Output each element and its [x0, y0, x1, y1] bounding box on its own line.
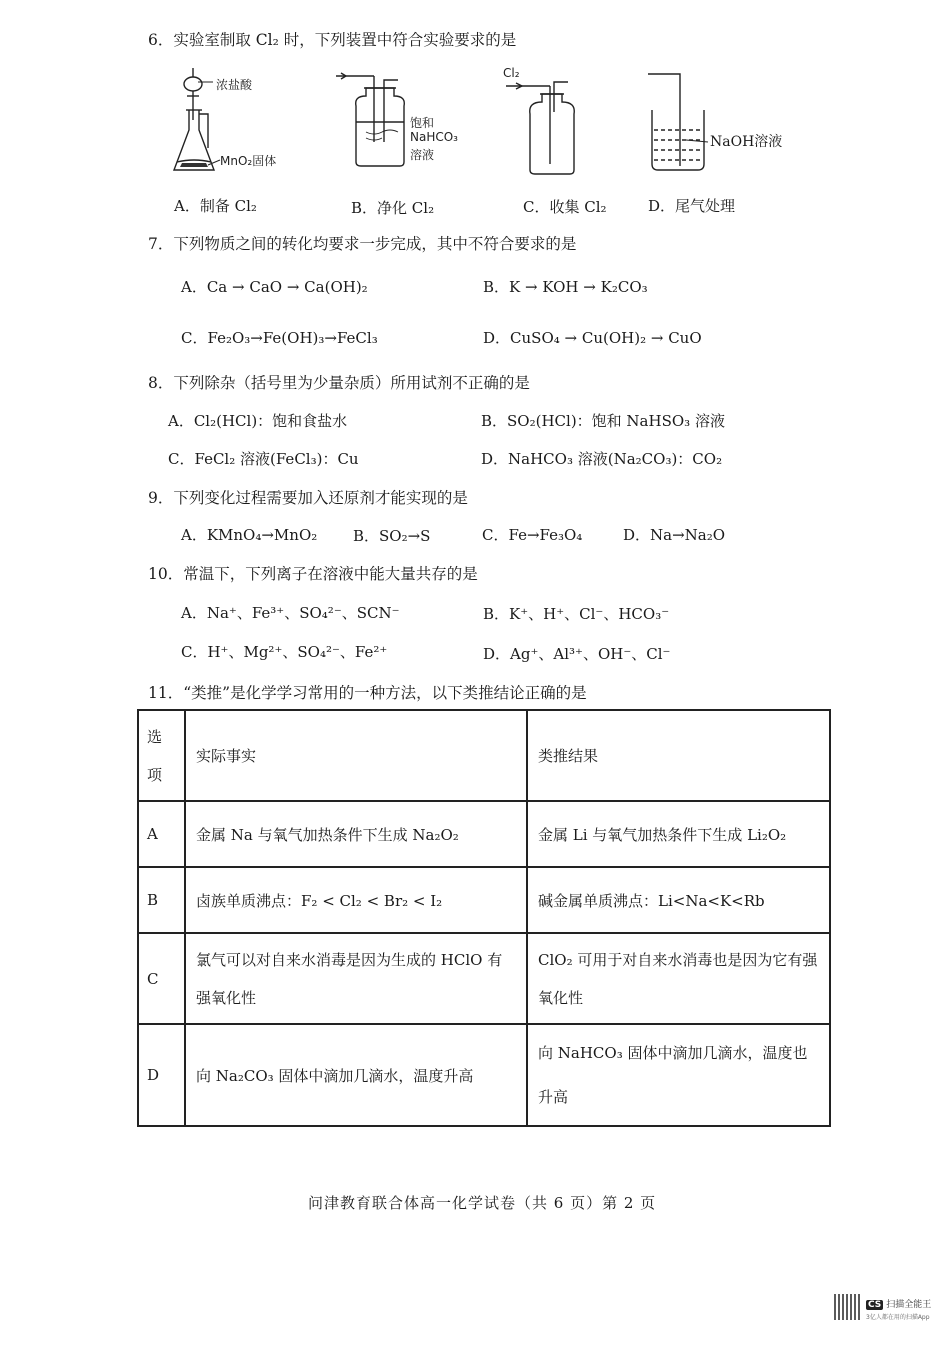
scanner-watermark [866, 1297, 931, 1321]
analogy-table [137, 709, 831, 1127]
row-b-result: 碱金属单质沸点：Li<Na<K<Rb [527, 867, 830, 933]
table-header-row [138, 710, 830, 801]
apparatus-b-figure [336, 66, 416, 174]
row-a-fact: 金属 Na 与氧气加热条件下生成 Na₂O₂ [185, 801, 527, 867]
q6-option-b: B．净化 Cl₂ [351, 199, 435, 217]
q10-option-a: A．Na⁺、Fe³⁺、SO₄²⁻、SCN⁻ [181, 604, 400, 622]
label-concentrated-hcl: 浓盐酸 [216, 78, 253, 92]
q8-stem: 8．下列除杂（括号里为少量杂质）所用试剂不正确的是 [148, 374, 530, 392]
label-mno2-solid: MnO₂固体 [220, 154, 277, 168]
row-b-option: B [138, 867, 185, 933]
table-row [138, 801, 830, 867]
q9-option-d: D．Na→Na₂O [623, 526, 726, 544]
q9-option-b: B．SO₂→S [353, 527, 431, 545]
q6-option-a: A．制备 Cl₂ [174, 197, 257, 215]
q8-option-d: D．NaHCO₃ 溶液(Na₂CO₃)：CO₂ [481, 450, 723, 468]
qr-code-icon [834, 1294, 860, 1320]
row-a-option: A [138, 801, 185, 867]
q8-option-b: B．SO₂(HCl)：饱和 NaHSO₃ 溶液 [481, 412, 725, 430]
header-result: 类推结果 [527, 710, 830, 801]
row-d-result: 向 NaHCO₃ 固体中滴加几滴水，温度也升高 [527, 1024, 830, 1126]
cs-logo-icon: CS [868, 1300, 882, 1310]
row-d-fact: 向 Na₂CO₃ 固体中滴加几滴水，温度升高 [185, 1024, 527, 1126]
table-row [138, 1024, 830, 1126]
q7-stem: 7．下列物质之间的转化均要求一步完成，其中不符合要求的是 [148, 235, 577, 253]
row-b-fact: 卤族单质沸点：F₂ < Cl₂ < Br₂ < I₂ [185, 867, 527, 933]
watermark-subtitle: 3亿人都在用的扫描App [866, 1314, 930, 1321]
q7-option-d: D．CuSO₄ → Cu(OH)₂ → CuO [483, 329, 702, 347]
row-c-option: C [138, 933, 185, 1024]
q8-option-a: A．Cl₂(HCl)：饱和食盐水 [168, 412, 348, 430]
table-row [138, 933, 830, 1024]
label-cl2-gas: Cl₂ [503, 66, 520, 80]
q6-option-d: D．尾气处理 [648, 197, 736, 215]
row-a-result: 金属 Li 与氧气加热条件下生成 Li₂O₂ [527, 801, 830, 867]
q7-option-b: B．K → KOH → K₂CO₃ [483, 278, 648, 296]
page-footer: 问津教育联合体高一化学试卷（共 6 页）第 2 页 [308, 1194, 657, 1212]
row-d-option: D [138, 1024, 185, 1126]
q9-option-c: C．Fe→Fe₃O₄ [482, 526, 583, 544]
q10-option-c: C．H⁺、Mg²⁺、SO₄²⁻、Fe²⁺ [181, 643, 388, 661]
header-option: 选项 [138, 710, 185, 801]
table-row [138, 867, 830, 933]
q7-option-c: C．Fe₂O₃→Fe(OH)₃→FeCl₃ [181, 329, 378, 347]
q7-option-a: A．Ca → CaO → Ca(OH)₂ [181, 278, 368, 296]
row-c-result: ClO₂ 可用于对自来水消毒也是因为它有强氧化性 [527, 933, 830, 1024]
q10-option-b: B．K⁺、H⁺、Cl⁻、HCO₃⁻ [483, 605, 670, 623]
header-fact: 实际事实 [185, 710, 527, 801]
q10-option-d: D．Ag⁺、Al³⁺、OH⁻、Cl⁻ [483, 645, 671, 663]
watermark-brand: 扫描全能王 [886, 1300, 932, 1310]
apparatus-d-figure [646, 70, 716, 176]
q6-option-c: C．收集 Cl₂ [523, 198, 607, 216]
q9-stem: 9．下列变化过程需要加入还原剂才能实现的是 [148, 489, 468, 507]
apparatus-c-figure [504, 72, 584, 180]
q6-stem: 6．实验室制取 Cl₂ 时，下列装置中符合实验要求的是 [148, 31, 517, 49]
label-nahco3: NaHCO₃ [410, 130, 458, 144]
row-c-fact: 氯气可以对自来水消毒是因为生成的 HClO 有强氧化性 [185, 933, 527, 1024]
q8-option-c: C．FeCl₂ 溶液(FeCl₃)：Cu [168, 450, 359, 468]
q11-stem: 11．“类推”是化学学习常用的一种方法，以下类推结论正确的是 [148, 684, 587, 702]
label-naoh-solution: NaOH溶液 [710, 134, 783, 150]
q9-option-a: A．KMnO₄→MnO₂ [181, 526, 318, 544]
label-saturated: 饱和 [410, 116, 435, 130]
label-solution: 溶液 [410, 148, 435, 162]
q10-stem: 10．常温下，下列离子在溶液中能大量共存的是 [148, 565, 478, 583]
